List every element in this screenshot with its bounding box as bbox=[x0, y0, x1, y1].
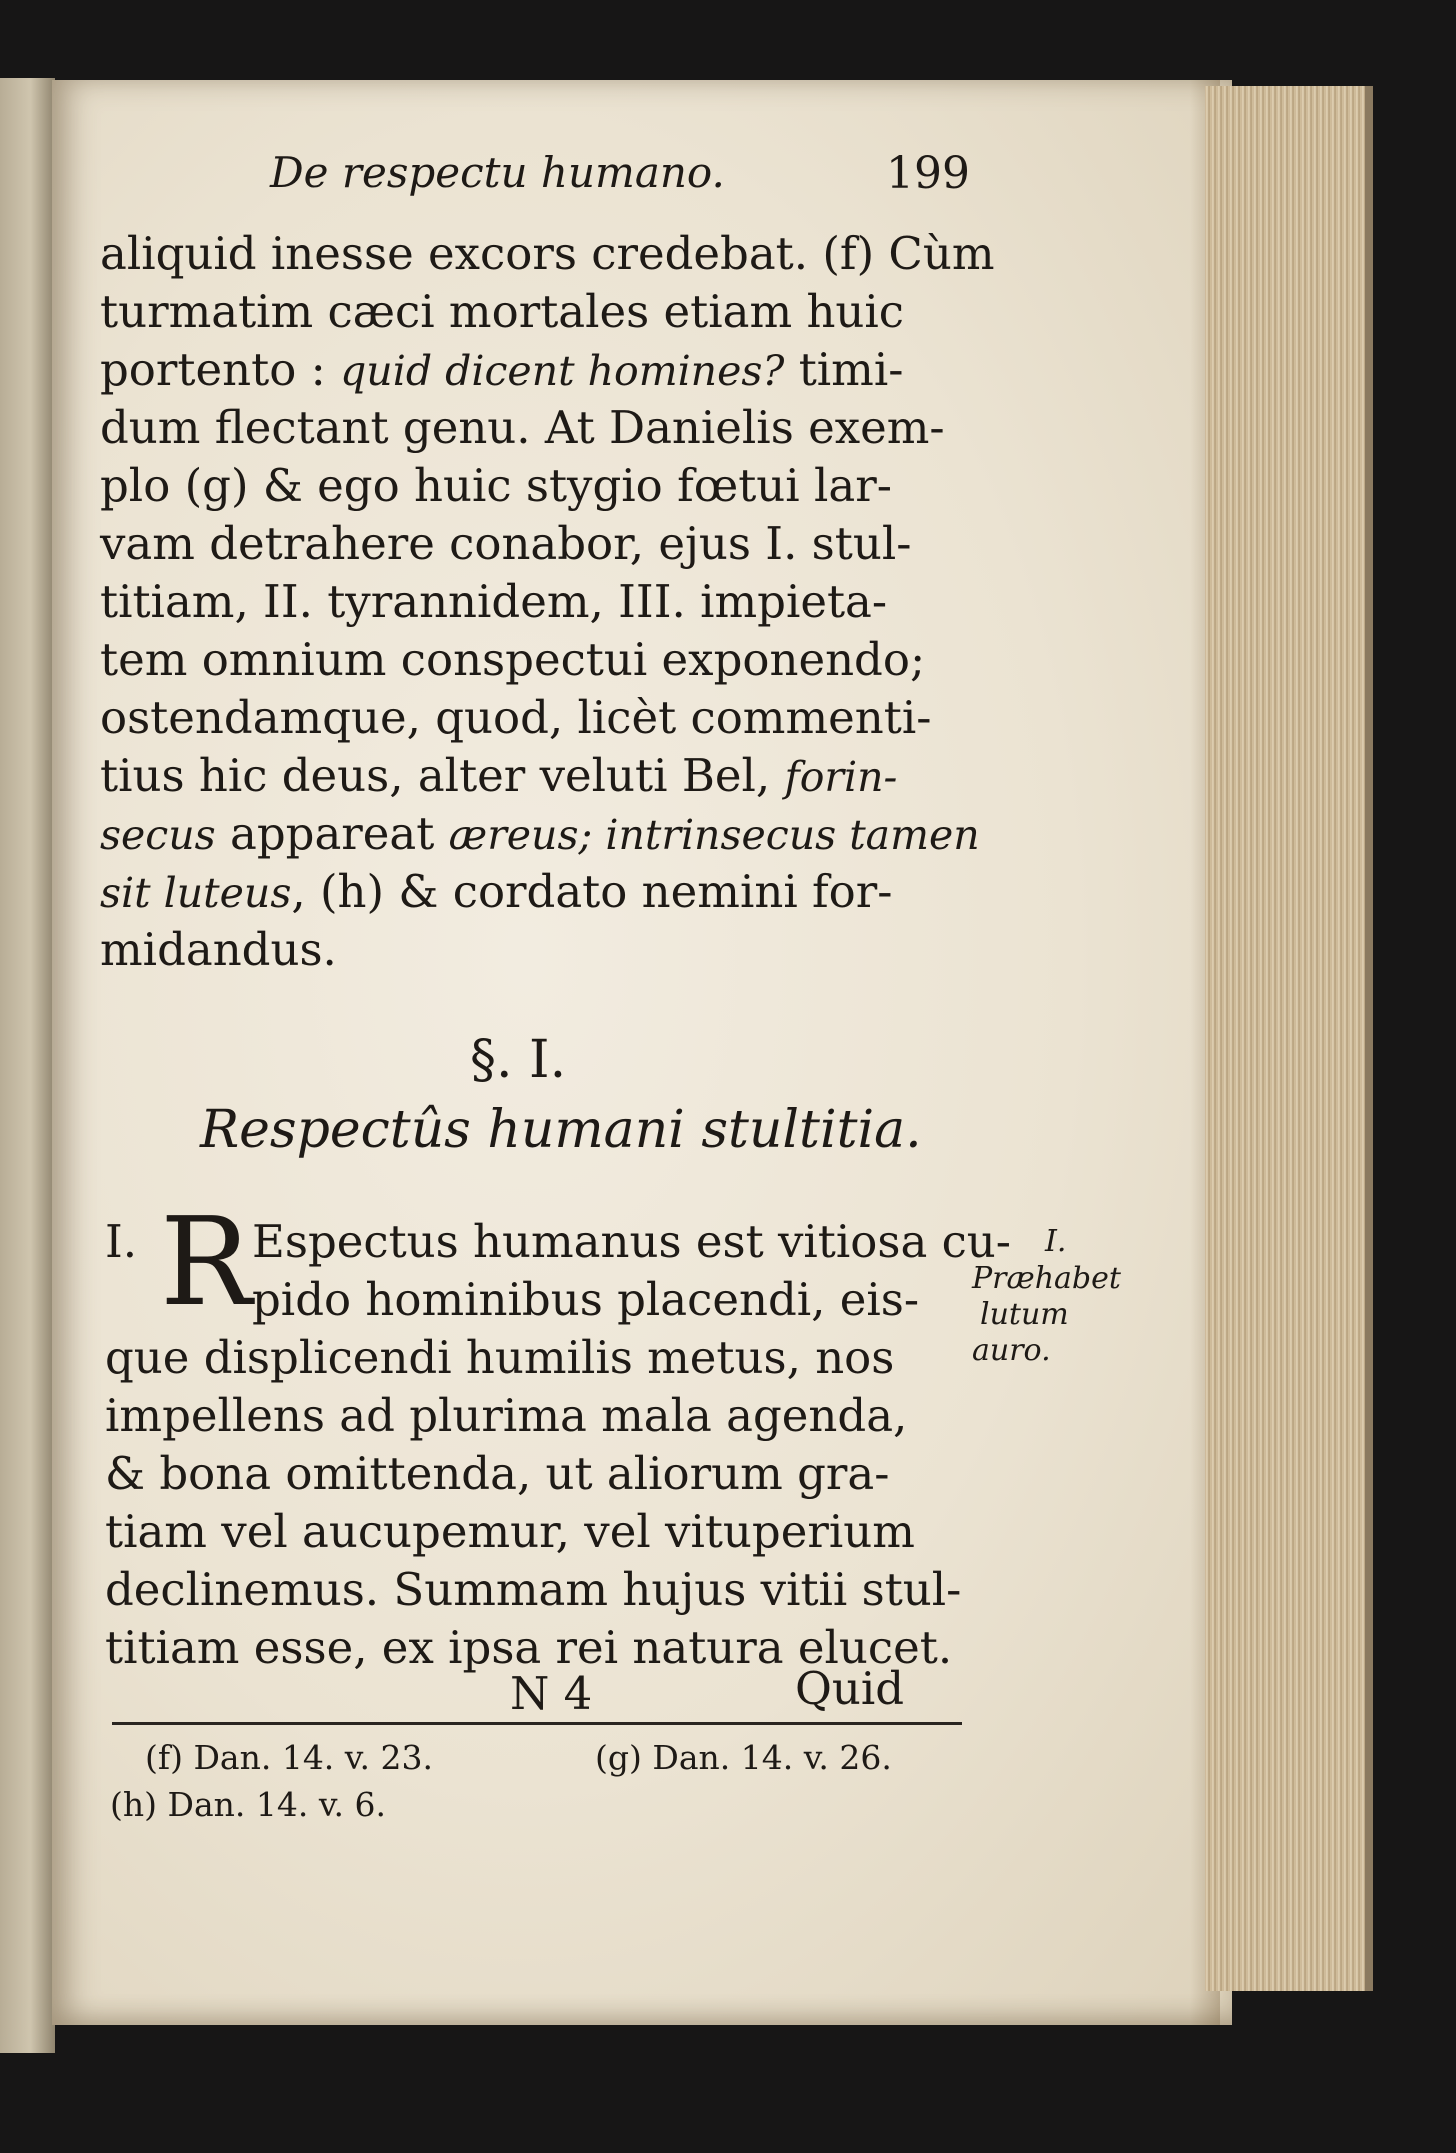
marginal-note-line-3: auro. bbox=[972, 1333, 1051, 1368]
para-line-7: declinemus. Summam hujus vitii stul- bbox=[105, 1563, 962, 1616]
text-line-8: tem omnium conspectui exponendo; bbox=[100, 633, 926, 686]
text-line-10: tius hic deus, alter veluti Bel, forin- bbox=[100, 749, 898, 802]
footnote-h: (h) Dan. 14. v. 6. bbox=[110, 1785, 387, 1824]
section-title: Respectûs humani stultitia. bbox=[200, 1100, 922, 1160]
text-line-12: sit luteus, (h) & cordato nemini for- bbox=[100, 865, 893, 918]
running-head: De respectu humano. bbox=[270, 148, 725, 197]
catchword: Quid bbox=[795, 1662, 905, 1715]
footnote-f: (f) Dan. 14. v. 23. bbox=[145, 1738, 433, 1777]
paragraph-number: I. bbox=[105, 1215, 138, 1268]
text-line-11: secus appareat æreus; intrinsecus tamen bbox=[100, 807, 980, 860]
marginal-note-line-1: Præhabet bbox=[972, 1261, 1121, 1296]
italic-quote: quid dicent homines? bbox=[340, 347, 785, 395]
para-line-4: impellens ad plurima mala agenda, bbox=[105, 1389, 908, 1442]
section-number: §. I. bbox=[470, 1030, 567, 1090]
signature-mark: N 4 bbox=[510, 1667, 593, 1720]
para-line-2: pido hominibus placendi, eis- bbox=[252, 1273, 920, 1326]
page-header bbox=[270, 148, 970, 208]
para-line-5: & bona omittenda, ut aliorum gra- bbox=[105, 1447, 890, 1500]
text-line-3: portento : quid dicent homines? timi- bbox=[100, 343, 904, 396]
para-line-1: Espectus humanus est vitiosa cu- bbox=[252, 1215, 1011, 1268]
text-line-4: dum flectant genu. At Danielis exem- bbox=[100, 401, 945, 454]
text-line-13: midandus. bbox=[100, 923, 337, 976]
drop-cap: R bbox=[160, 1191, 252, 1333]
text-line-7: titiam, II. tyrannidem, III. impieta- bbox=[100, 575, 888, 628]
marginal-note-number: I. bbox=[1045, 1224, 1067, 1259]
text-line-5: plo (g) & ego huic stygio fœtui lar- bbox=[100, 459, 892, 512]
text-line-1: aliquid inesse excors credebat. (f) Cùm bbox=[100, 227, 995, 280]
facing-page-edge bbox=[0, 78, 55, 2053]
footnote-g: (g) Dan. 14. v. 26. bbox=[595, 1738, 892, 1777]
para-line-3: que displicendi humilis metus, nos bbox=[105, 1331, 895, 1384]
marginal-note-line-2: lutum bbox=[980, 1297, 1069, 1332]
text-line-6: vam detrahere conabor, ejus I. stul- bbox=[100, 517, 912, 570]
text-line-9: ostendamque, quod, licèt commenti- bbox=[100, 691, 932, 744]
page-block-edges bbox=[1205, 86, 1373, 1991]
footnote-rule bbox=[112, 1722, 962, 1725]
para-line-8: titiam esse, ex ipsa rei natura elucet. bbox=[105, 1621, 953, 1674]
text-line-2: turmatim cæci mortales etiam huic bbox=[100, 285, 905, 338]
page-number: 199 bbox=[886, 148, 970, 199]
para-line-6: tiam vel aucupemur, vel vituperium bbox=[105, 1505, 915, 1558]
